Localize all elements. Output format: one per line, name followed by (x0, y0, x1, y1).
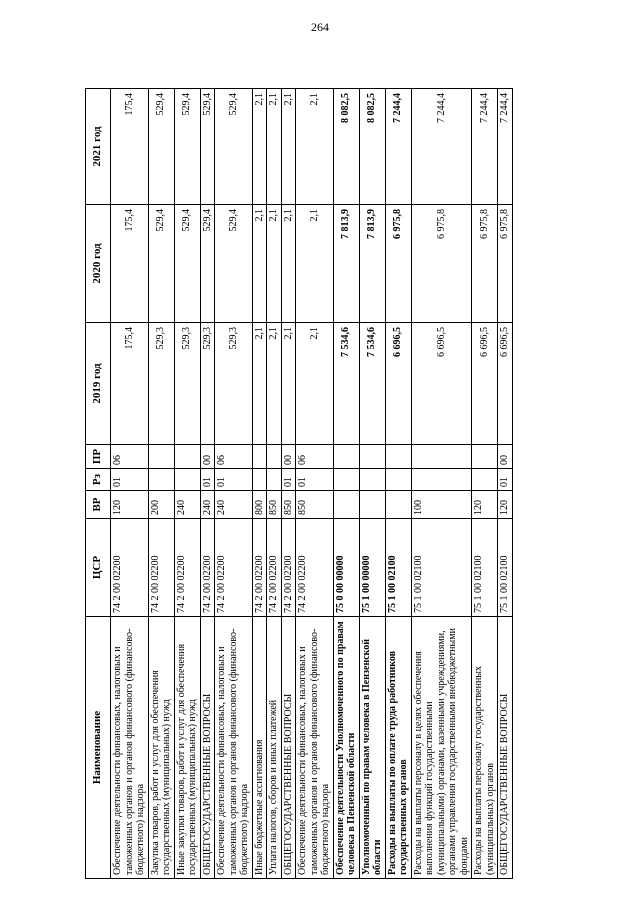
cell-csr: 74 2 00 02200 (148, 519, 174, 617)
table-row (148, 89, 174, 879)
cell-name: Обеспечение деятельности Уполномоченного по правам человека в Пензенской области (333, 617, 359, 879)
table-header-row (86, 89, 111, 879)
cell-2021: 529,4 (200, 89, 215, 205)
cell-pr (385, 445, 411, 469)
cell-pr (148, 445, 174, 469)
cell-rz (411, 469, 472, 491)
cell-name: ОБЩЕГОСУДАРСТВЕННЫЕ ВОПРОСЫ (200, 617, 215, 879)
cell-csr: 74 2 00 02200 (281, 519, 296, 617)
cell-pr: 06 (296, 445, 334, 469)
cell-name: Обеспечение деятельности финансовых, налоговых и таможенных органов и органов финансового (финансово-бюджетного) надзора (215, 617, 253, 879)
cell-rz (267, 469, 282, 491)
cell-vr: 850 (281, 491, 296, 519)
header-csr: ЦСР (86, 519, 111, 617)
cell-csr: 74 2 00 02200 (267, 519, 282, 617)
cell-rz (148, 469, 174, 491)
header-vr: ВР (86, 491, 111, 519)
cell-2020: 529,4 (174, 205, 200, 323)
cell-rz (359, 469, 385, 491)
cell-2019: 7 534,6 (359, 323, 385, 445)
cell-vr: 850 (267, 491, 282, 519)
cell-vr (359, 491, 385, 519)
cell-name: Иные закупки товаров, работ и услуг для обеспечения государственных (муниципальных) нужд (174, 617, 200, 879)
cell-vr: 240 (200, 491, 215, 519)
cell-2020: 2,1 (296, 205, 334, 323)
cell-vr: 240 (215, 491, 253, 519)
cell-csr: 75 0 00 00000 (333, 519, 359, 617)
table-row (252, 89, 267, 879)
cell-2019: 529,3 (215, 323, 253, 445)
cell-name: Расходы на выплаты персоналу в целях обеспечения выполнения функций государственными (муниципальными) органами, казенными учреждениями, органами управления государственными внебюджетными фондами (411, 617, 472, 879)
cell-vr: 200 (148, 491, 174, 519)
cell-pr (333, 445, 359, 469)
cell-name: Расходы на выплаты по оплате труда работников государственных органов (385, 617, 411, 879)
cell-pr (359, 445, 385, 469)
cell-2021: 529,4 (174, 89, 200, 205)
cell-2020: 529,4 (148, 205, 174, 323)
cell-csr: 75 1 00 02100 (498, 519, 513, 617)
header-pr: ПР (86, 445, 111, 469)
header-name: Наименование (86, 617, 111, 879)
cell-rz: 01 (498, 469, 513, 491)
cell-pr (252, 445, 267, 469)
cell-2019: 2,1 (296, 323, 334, 445)
cell-name: ОБЩЕГОСУДАРСТВЕННЫЕ ВОПРОСЫ (281, 617, 296, 879)
cell-2021: 8 082,5 (359, 89, 385, 205)
cell-2020: 529,4 (200, 205, 215, 323)
table-row (267, 89, 282, 879)
cell-2021: 7 244,4 (385, 89, 411, 205)
cell-pr: 00 (498, 445, 513, 469)
cell-vr: 120 (472, 491, 498, 519)
table-row (281, 89, 296, 879)
cell-2019: 529,3 (200, 323, 215, 445)
cell-2019: 529,3 (174, 323, 200, 445)
cell-name: Иные бюджетные ассигнования (252, 617, 267, 879)
cell-2020: 2,1 (281, 205, 296, 323)
cell-csr: 74 2 00 02200 (296, 519, 334, 617)
cell-2019: 6 696,5 (385, 323, 411, 445)
cell-csr: 74 2 00 02200 (111, 519, 149, 617)
cell-rz: 01 (215, 469, 253, 491)
cell-2021: 8 082,5 (333, 89, 359, 205)
table-row (111, 89, 149, 879)
cell-name: Уплата налогов, сборов и иных платежей (267, 617, 282, 879)
cell-rz (252, 469, 267, 491)
cell-2021: 7 244,4 (411, 89, 472, 205)
table-row (385, 89, 411, 879)
header-2020: 2020 год (86, 205, 111, 323)
cell-2021: 529,4 (148, 89, 174, 205)
cell-2019: 529,3 (148, 323, 174, 445)
cell-2020: 7 813,9 (333, 205, 359, 323)
cell-pr (411, 445, 472, 469)
cell-name: ОБЩЕГОСУДАРСТВЕННЫЕ ВОПРОСЫ (498, 617, 513, 879)
cell-2021: 2,1 (267, 89, 282, 205)
table-row (296, 89, 334, 879)
cell-2019: 2,1 (267, 323, 282, 445)
cell-pr (267, 445, 282, 469)
cell-rz (472, 469, 498, 491)
cell-pr: 06 (111, 445, 149, 469)
header-2021: 2021 год (86, 89, 111, 205)
cell-vr (333, 491, 359, 519)
cell-name: Обеспечение деятельности финансовых, налоговых и таможенных органов и органов финансового (финансово-бюджетного) надзора (111, 617, 149, 879)
cell-2020: 7 813,9 (359, 205, 385, 323)
rotated-table-container (85, 89, 555, 879)
cell-2020: 2,1 (267, 205, 282, 323)
cell-pr: 00 (281, 445, 296, 469)
cell-pr (174, 445, 200, 469)
budget-table (85, 88, 513, 879)
cell-name: Обеспечение деятельности финансовых, налоговых и таможенных органов и органов финансового (финансово-бюджетного) надзора (296, 617, 334, 879)
cell-vr: 800 (252, 491, 267, 519)
cell-2021: 2,1 (252, 89, 267, 205)
cell-2019: 175,4 (111, 323, 149, 445)
cell-rz: 01 (111, 469, 149, 491)
cell-rz (174, 469, 200, 491)
page-number: 264 (311, 20, 329, 34)
cell-2019: 2,1 (281, 323, 296, 445)
table-body (111, 89, 513, 879)
table-row (174, 89, 200, 879)
cell-rz: 01 (296, 469, 334, 491)
table-row (215, 89, 253, 879)
cell-2021: 2,1 (296, 89, 334, 205)
table-row (472, 89, 498, 879)
cell-vr: 120 (111, 491, 149, 519)
cell-pr: 06 (215, 445, 253, 469)
cell-2019: 2,1 (252, 323, 267, 445)
cell-csr: 74 2 00 02200 (174, 519, 200, 617)
cell-csr: 74 2 00 02200 (215, 519, 253, 617)
cell-rz (333, 469, 359, 491)
cell-vr: 850 (296, 491, 334, 519)
cell-rz (385, 469, 411, 491)
cell-2021: 2,1 (281, 89, 296, 205)
cell-2020: 6 975,8 (498, 205, 513, 323)
cell-2021: 7 244,4 (498, 89, 513, 205)
cell-pr (472, 445, 498, 469)
cell-name: Уполномоченный по правам человека в Пензенской области (359, 617, 385, 879)
cell-csr: 75 1 00 02100 (385, 519, 411, 617)
cell-csr: 75 1 00 02100 (472, 519, 498, 617)
cell-pr: 00 (200, 445, 215, 469)
table-row (498, 89, 513, 879)
table-row (359, 89, 385, 879)
cell-vr: 100 (411, 491, 472, 519)
cell-rz: 01 (281, 469, 296, 491)
cell-vr: 120 (498, 491, 513, 519)
header-rz: Рз (86, 469, 111, 491)
cell-2020: 175,4 (111, 205, 149, 323)
cell-vr: 240 (174, 491, 200, 519)
cell-name: Расходы на выплаты персоналу государственных (муниципальных) органов (472, 617, 498, 879)
table-row (333, 89, 359, 879)
cell-csr: 75 1 00 02100 (411, 519, 472, 617)
cell-2021: 175,4 (111, 89, 149, 205)
cell-csr: 74 2 00 02200 (200, 519, 215, 617)
cell-2020: 529,4 (215, 205, 253, 323)
cell-2020: 6 975,8 (385, 205, 411, 323)
cell-2019: 7 534,6 (333, 323, 359, 445)
cell-2019: 6 696,5 (472, 323, 498, 445)
cell-name: Закупка товаров, работ и услуг для обеспечения государственных (муниципальных) нужд (148, 617, 174, 879)
cell-rz: 01 (200, 469, 215, 491)
table-row (200, 89, 215, 879)
cell-2021: 7 244,4 (472, 89, 498, 205)
cell-2021: 529,4 (215, 89, 253, 205)
header-2019: 2019 год (86, 323, 111, 445)
table-row (411, 89, 472, 879)
cell-2019: 6 696,5 (411, 323, 472, 445)
cell-2020: 6 975,8 (472, 205, 498, 323)
cell-2020: 6 975,8 (411, 205, 472, 323)
cell-csr: 75 1 00 00000 (359, 519, 385, 617)
cell-2019: 6 696,5 (498, 323, 513, 445)
cell-2020: 2,1 (252, 205, 267, 323)
cell-csr: 74 2 00 02200 (252, 519, 267, 617)
cell-vr (385, 491, 411, 519)
